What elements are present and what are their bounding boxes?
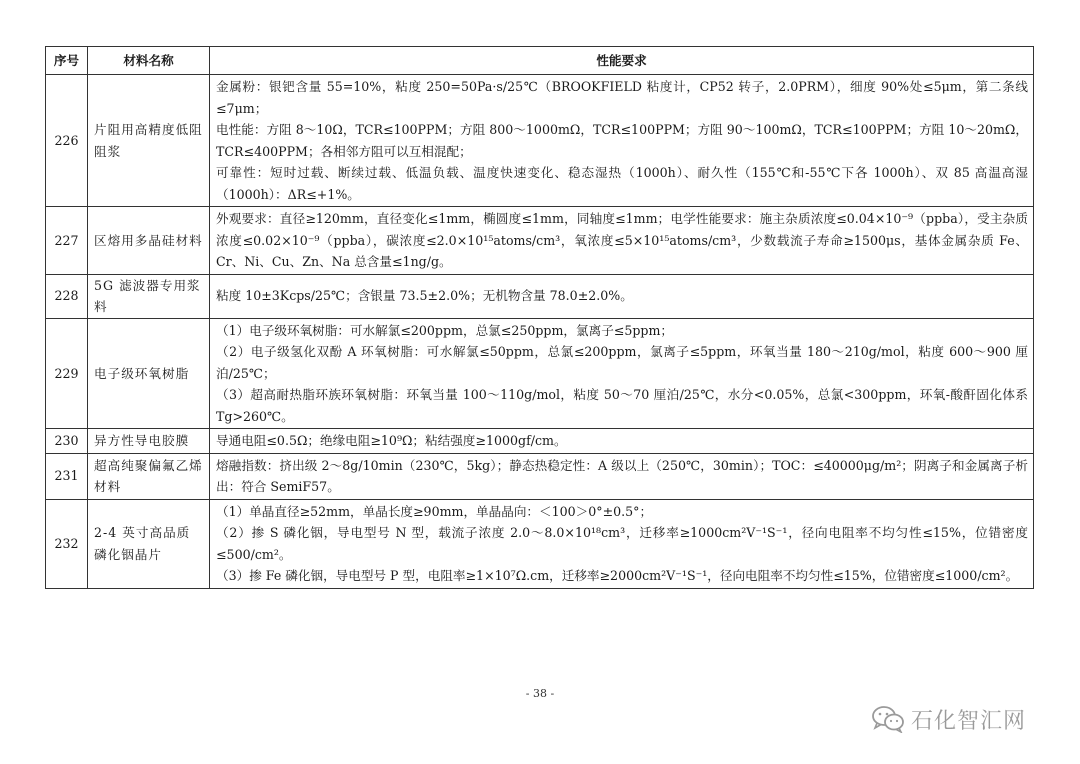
table-row (46, 429, 1034, 454)
table-row (46, 499, 1034, 588)
requirement-cell (210, 207, 1034, 275)
row-number: 230 (46, 429, 88, 454)
watermark (871, 701, 1061, 737)
material-name: 2-4 英寸高品质磷化铟晶片 (88, 499, 210, 588)
requirement-line: 电性能：方阻 8～10Ω，TCR≤100PPM；方阻 800～1000mΩ，TCR≤100PPM；方阻 90～100mΩ，TCR≤100PPM；方阻 10～20mΩ，TCR≤400PPM；各相邻方阻可以互相混配； (216, 122, 1028, 159)
requirement-line: 熔融指数：挤出级 2～8g/10min（230℃，5kg）；静态热稳定性：A 级以上（250℃，30min）；TOC：≤40000μg/m²；阴离子和金属离子析出：符合 SemiF57。 (216, 457, 1028, 494)
requirement-line: （1）单晶直径≥52mm，单晶长度≥90mm，单晶晶向：＜100＞0°±0.5°； (216, 503, 653, 519)
table-header-row (46, 47, 1034, 75)
requirement-line: 导通电阻≤0.5Ω；绝缘电阻≥10⁹Ω；粘结强度≥1000gf/cm。 (216, 433, 567, 448)
material-name: 5G 滤波器专用浆料 (88, 274, 210, 318)
header-requirement: 性能要求 (210, 47, 1034, 75)
material-name: 区熔用多晶硅材料 (88, 207, 210, 275)
requirement-cell (210, 318, 1034, 429)
requirement-line: （3）掺 Fe 磷化铟，导电型号 P 型，电阻率≥1×10⁷Ω.cm，迁移率≥2000cm²V⁻¹S⁻¹，径向电阻率不均匀性≤15%，位错密度≤1000/cm²。 (216, 568, 1019, 583)
requirement-cell (210, 453, 1034, 499)
material-name: 片阻用高精度低阻阻浆 (88, 75, 210, 207)
row-number: 229 (46, 318, 88, 429)
table-row (46, 274, 1034, 318)
requirement-line: （2）掺 S 磷化铟，导电型号 N 型，载流子浓度 2.0～8.0×10¹⁸cm³，迁移率≥1000cm²V⁻¹S⁻¹，径向电阻率不均匀性≤15%，位错密度≤500/cm²。 (216, 525, 1028, 562)
requirement-line: （3）超高耐热脂环族环氧树脂：环氧当量 100～110g/mol，粘度 50～70 厘泊/25℃，水分<0.05%，总氯<300ppm，环氧-酸酐固化体系 Tg>260℃。 (216, 387, 1028, 424)
requirement-line: 粘度 10±3Kcps/25℃；含银量 73.5±2.0%；无机物含量 78.0±2.0%。 (216, 288, 633, 304)
requirement-cell (210, 429, 1034, 454)
requirement-cell (210, 274, 1034, 318)
wechat-icon (871, 705, 905, 733)
table-row (46, 318, 1034, 429)
requirement-line: （1）电子级环氧树脂：可水解氯≤200ppm，总氯≤250ppm，氯离子≤5ppm； (216, 322, 674, 338)
material-name: 异方性导电胶膜 (88, 429, 210, 454)
table-row (46, 453, 1034, 499)
requirement-line: （2）电子级氢化双酚 A 环氧树脂：可水解氯≤50ppm，总氯≤200ppm，氯离子≤5ppm，环氧当量 180～210g/mol，粘度 600～900 厘泊/25℃； (216, 344, 1028, 381)
page-number: - 38 - (525, 687, 555, 700)
row-number: 226 (46, 75, 88, 207)
requirement-cell (210, 499, 1034, 588)
requirement-line: 外观要求：直径≥120mm，直径变化≤1mm，椭圆度≤1mm，同轴度≤1mm；电学性能要求：施主杂质浓度≤0.04×10⁻⁹（ppba），受主杂质浓度≤0.02×10⁻⁹（ppba），碳浓度≤2.0×10¹⁵atoms/cm³，氧浓度≤5×10¹⁵atoms/cm³，少数载流子寿命≥1500μs，基体金属杂质 Fe、Cr、Ni、Cu、Zn、Na 总含量≤1ng/g。 (216, 211, 1028, 269)
header-name: 材料名称 (88, 47, 210, 75)
header-no: 序号 (46, 47, 88, 75)
row-number: 232 (46, 499, 88, 588)
materials-table (45, 46, 1034, 589)
row-number: 231 (46, 453, 88, 499)
requirement-line: 金属粉：银钯含量 55=10%，粘度 250=50Pa·s/25℃（BROOKFIELD 粘度计，CP52 转子，2.0PRM），细度 90%处≤5μm，第二条线≤7μm； (216, 79, 1028, 116)
row-number: 227 (46, 207, 88, 275)
requirement-cell (210, 75, 1034, 207)
table-row (46, 207, 1034, 275)
material-name: 超高纯聚偏氟乙烯材料 (88, 453, 210, 499)
material-name: 电子级环氧树脂 (88, 318, 210, 429)
table-row (46, 75, 1034, 207)
row-number: 228 (46, 274, 88, 318)
requirement-line: 可靠性：短时过载、断续过载、低温负载、温度快速变化、稳态湿热（1000h）、耐久性（155℃和-55℃下各 1000h）、双 85 高温高湿（1000h）：ΔR≤+1%。 (216, 165, 1028, 202)
watermark-text: 石化智汇网 (911, 708, 1027, 734)
